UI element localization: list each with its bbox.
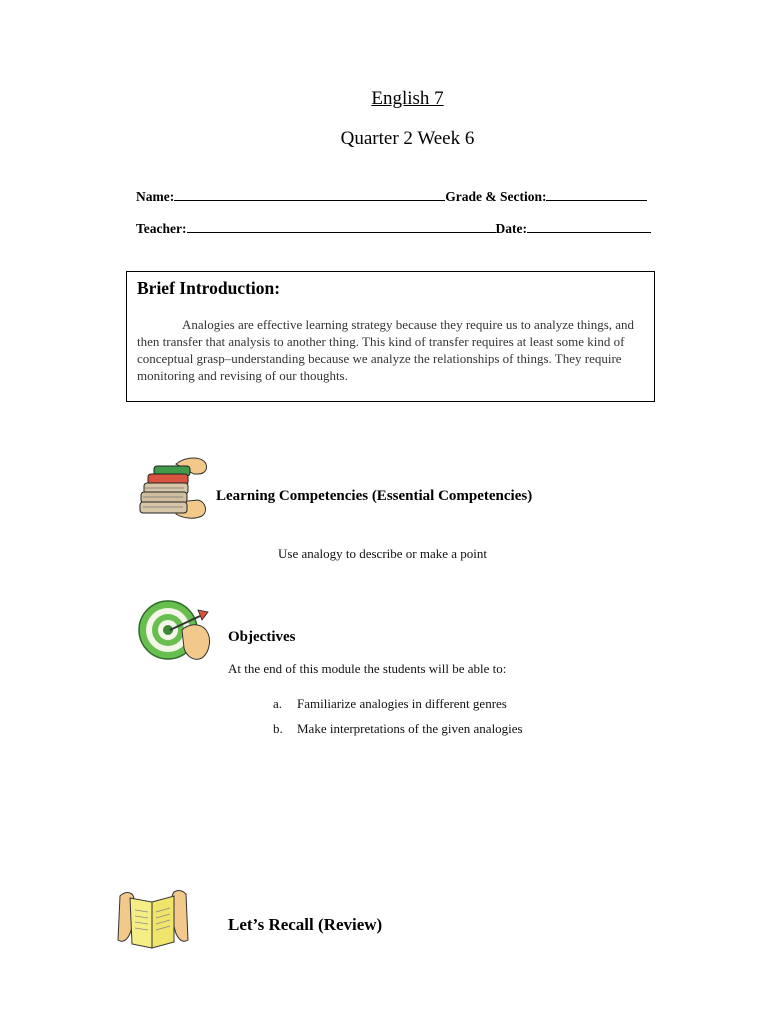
objective-marker: a. xyxy=(273,696,283,711)
objective-text: Familiarize analogies in different genres xyxy=(297,696,507,711)
name-label: Name: xyxy=(136,189,175,204)
objectives-lead: At the end of this module the students will be able to: xyxy=(228,661,507,676)
date-label: Date: xyxy=(495,221,527,236)
lets-recall-heading: Let’s Recall (Review) xyxy=(228,915,383,934)
target-dart-icon xyxy=(136,600,218,666)
objective-text: Make interpretations of the given analogies xyxy=(297,721,523,736)
objective-marker: b. xyxy=(273,721,283,736)
learning-competencies-heading: Learning Competencies (Essential Competencies) xyxy=(216,488,533,504)
objective-item xyxy=(273,721,523,737)
brief-introduction-heading: Brief Introduction: xyxy=(137,278,281,298)
page-subtitle: Quarter 2 Week 6 xyxy=(340,128,475,149)
books-icon xyxy=(136,456,212,522)
teacher-field[interactable] xyxy=(187,220,496,233)
name-field[interactable] xyxy=(174,188,445,201)
competency-text: Use analogy to describe or make a point xyxy=(278,546,488,561)
page-title: English 7 xyxy=(371,88,444,109)
objectives-heading: Objectives xyxy=(228,629,296,645)
date-field[interactable] xyxy=(527,220,651,233)
teacher-date-row xyxy=(136,220,651,237)
teacher-label: Teacher: xyxy=(136,221,187,236)
grade-section-field[interactable] xyxy=(546,188,647,201)
open-book-icon xyxy=(116,886,190,954)
brief-introduction-text: Analogies are effective learning strategy because they require us to analyze things, and then transfer that analysis to another thing. This kind of transfer requires at least some kind of conceptual grasp–understanding because we analyze the relationships of things. They require monitoring and revising of our thoughts. xyxy=(137,317,635,383)
grade-section-label: Grade & Section: xyxy=(445,189,547,204)
objective-item xyxy=(273,696,507,712)
brief-introduction-box xyxy=(126,271,655,402)
name-grade-row xyxy=(136,188,647,205)
